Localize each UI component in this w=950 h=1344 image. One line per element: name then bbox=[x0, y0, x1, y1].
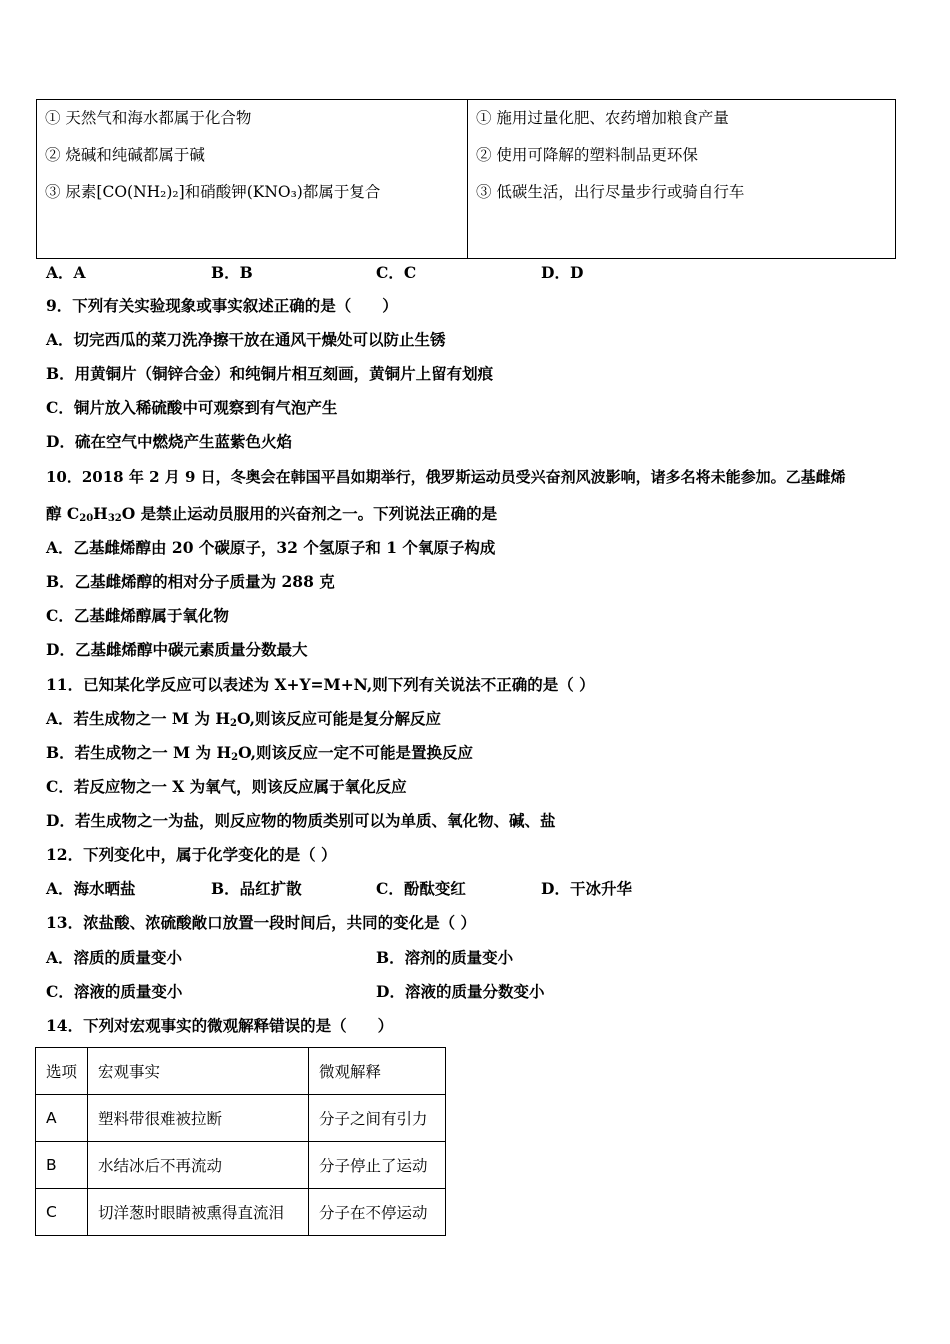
q9-option-d: D．硫在空气中燃烧产生蓝紫色火焰 bbox=[46, 432, 292, 451]
q14-stem: 14．下列对宏观事实的微观解释错误的是（ ） bbox=[46, 1016, 394, 1035]
q12-option-a: A．海水晒盐 bbox=[46, 879, 136, 898]
q10-stem-line2: 醇 $C_{20}H_{32}O$ 是禁止运动员服用的兴奋剂之一。下列说法正确的是 bbox=[46, 504, 498, 524]
q8-right-line: ③ 低碳生活，出行尽量步行或骑自行车 bbox=[476, 183, 745, 201]
table-header-cell: 微观解释 bbox=[309, 1048, 446, 1095]
table-cell: 切洋葱时眼睛被熏得直流泪 bbox=[88, 1189, 309, 1236]
q11-stem: 11．已知某化学反应可以表述为 X+Y=M+N,则下列有关说法不正确的是（ ） bbox=[46, 675, 595, 694]
q9-stem: 9．下列有关实验现象或事实叙述正确的是（ ） bbox=[46, 296, 398, 315]
q11-option-c: C．若反应物之一 X 为氧气，则该反应属于氧化反应 bbox=[46, 777, 407, 796]
table-cell: C bbox=[36, 1189, 88, 1236]
q10-stem-line1: 10．2018 年 2 月 9 日，冬奥会在韩国平昌如期举行，俄罗斯运动员受兴奋剂风波影响，诸多名将未能参加。乙基雌烯 bbox=[46, 468, 846, 486]
q12-option-c: C．酚酞变红 bbox=[376, 879, 466, 898]
table-cell: 塑料带很难被拉断 bbox=[88, 1095, 309, 1142]
q13-option-a: A．溶质的质量变小 bbox=[46, 948, 183, 967]
q8-option-b: B．B bbox=[211, 263, 253, 282]
q8-right-line: ② 使用可降解的塑料制品更环保 bbox=[476, 146, 698, 164]
q10-option-a: A．乙基雌烯醇由 20 个碳原子，32 个氢原子和 1 个氧原子构成 bbox=[46, 538, 496, 557]
q8-left-line: ① 天然气和海水都属于化合物 bbox=[45, 109, 252, 127]
q10-option-d: D．乙基雌烯醇中碳元素质量分数最大 bbox=[46, 640, 308, 659]
table-header-cell: 选项 bbox=[36, 1048, 88, 1095]
table-row bbox=[36, 1142, 446, 1189]
q8-option-d: D．D bbox=[541, 263, 584, 282]
q8-right-cell bbox=[468, 100, 895, 258]
table-cell: 分子在不停运动 bbox=[309, 1189, 446, 1236]
q11-option-a: A．若生成物之一 M 为 $H_2O$,则该反应可能是复分解反应 bbox=[46, 709, 441, 729]
q8-right-line: ① 施用过量化肥、农药增加粮食产量 bbox=[476, 109, 729, 127]
q13-option-b: B．溶剂的质量变小 bbox=[376, 948, 514, 967]
table-row bbox=[36, 1095, 446, 1142]
table-header-row bbox=[36, 1048, 446, 1095]
q8-left-line: ③ 尿素[CO(NH₂)₂]和硝酸钾(KNO₃)都属于复合 bbox=[45, 183, 381, 201]
q8-left-line: ② 烧碱和纯碱都属于碱 bbox=[45, 146, 205, 164]
q14-table bbox=[35, 1047, 446, 1236]
table-cell: B bbox=[36, 1142, 88, 1189]
q8-option-a: A．A bbox=[46, 263, 86, 282]
table-cell: 分子之间有引力 bbox=[309, 1095, 446, 1142]
table-cell: 水结冰后不再流动 bbox=[88, 1142, 309, 1189]
q12-stem: 12．下列变化中，属于化学变化的是（ ） bbox=[46, 845, 337, 864]
q13-option-d: D．溶液的质量分数变小 bbox=[376, 982, 545, 1001]
q13-stem: 13．浓盐酸、浓硫酸敞口放置一段时间后，共同的变化是（ ） bbox=[46, 913, 476, 932]
q11-option-d: D．若生成物之一为盐，则反应物的物质类别可以为单质、氧化物、碱、盐 bbox=[46, 811, 556, 830]
table-cell: 分子停止了运动 bbox=[309, 1142, 446, 1189]
q12-option-d: D．干冰升华 bbox=[541, 879, 632, 898]
q8-left-cell bbox=[37, 100, 468, 258]
table-row bbox=[36, 1189, 446, 1236]
q10-option-c: C．乙基雌烯醇属于氧化物 bbox=[46, 606, 229, 625]
q9-option-a: A．切完西瓜的菜刀洗净擦干放在通风干燥处可以防止生锈 bbox=[46, 330, 446, 349]
q9-option-c: C．铜片放入稀硫酸中可观察到有气泡产生 bbox=[46, 398, 338, 417]
q8-option-c: C．C bbox=[376, 263, 417, 282]
table-cell: A bbox=[36, 1095, 88, 1142]
q13-option-c: C．溶液的质量变小 bbox=[46, 982, 183, 1001]
q9-option-b: B．用黄铜片（铜锌合金）和纯铜片相互刻画，黄铜片上留有划痕 bbox=[46, 364, 494, 383]
table-header-cell: 宏观事实 bbox=[88, 1048, 309, 1095]
q10-option-b: B．乙基雌烯醇的相对分子质量为 288 克 bbox=[46, 572, 335, 591]
q8-statement-table bbox=[36, 99, 896, 259]
q11-option-b: B．若生成物之一 M 为 $H_2O$,则该反应一定不可能是置换反应 bbox=[46, 743, 474, 763]
q12-option-b: B．品红扩散 bbox=[211, 879, 302, 898]
